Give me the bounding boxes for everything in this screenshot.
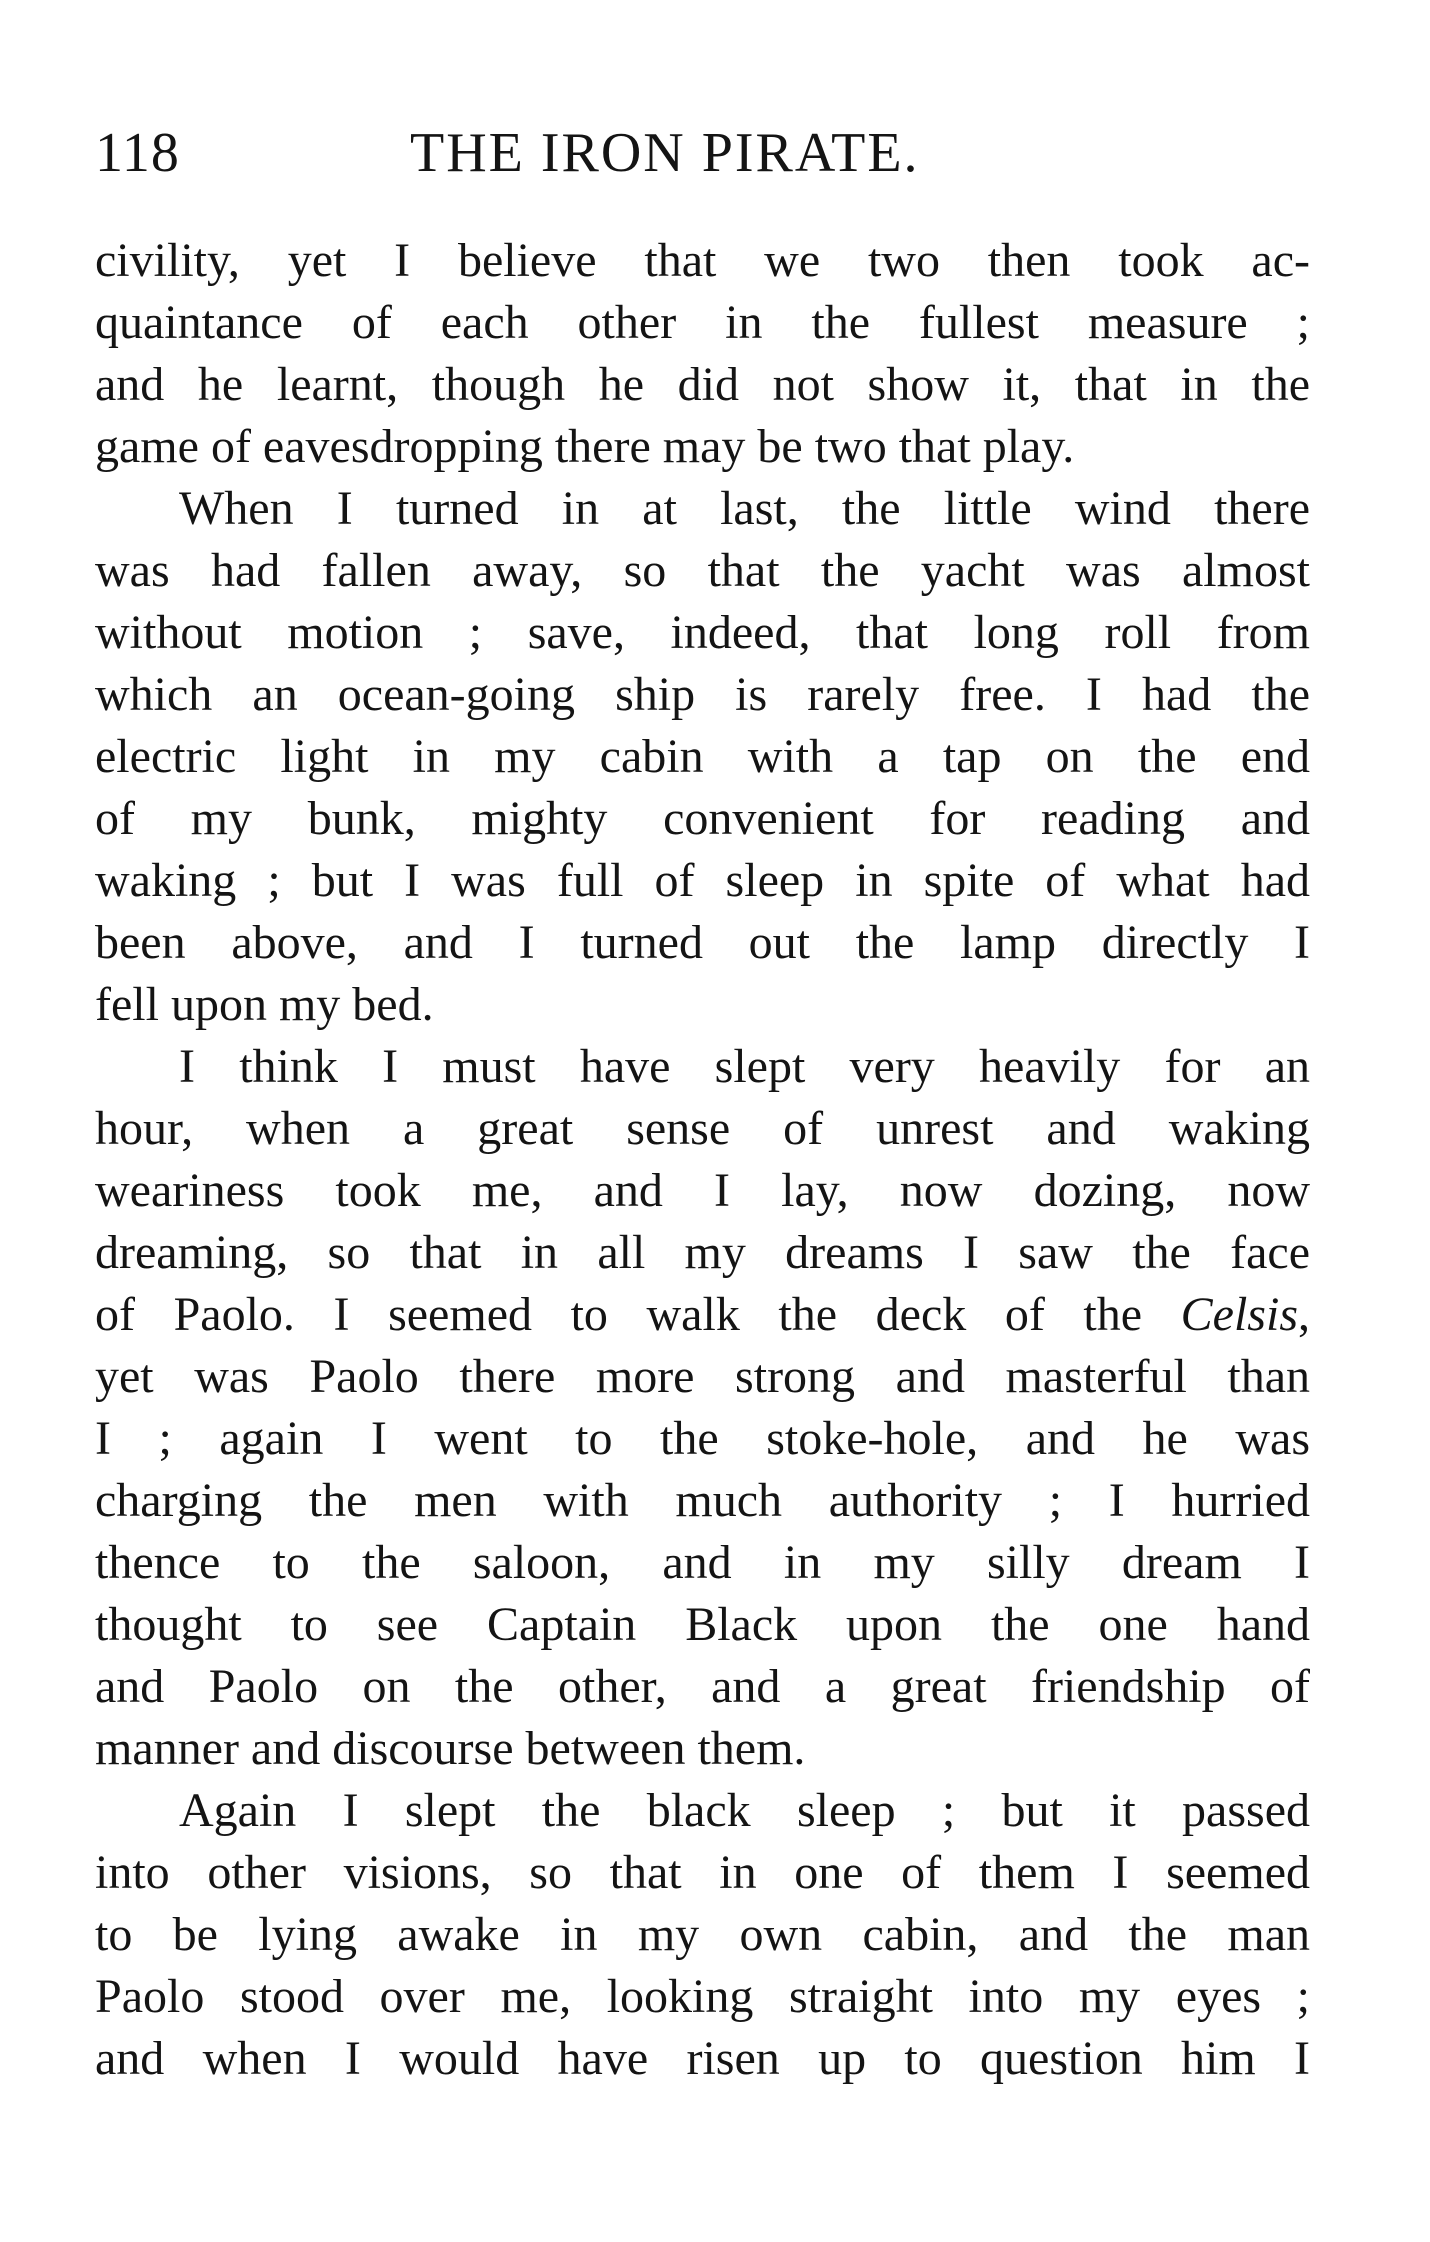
text-line: I think I must have slept very heavily for an xyxy=(179,1040,1310,1093)
text-line: civility, yet I believe that we two then took ac- xyxy=(95,234,1310,287)
text-line: electric light in my cabin with a tap on the end xyxy=(95,730,1310,783)
ship-name: Celsis xyxy=(1180,1288,1298,1341)
text-line: When I turned in at last, the little wind there xyxy=(179,482,1310,535)
text-line: dreaming, so that in all my dreams I saw the face xyxy=(95,1226,1310,1279)
page-header xyxy=(95,118,995,188)
text-line: quaintance of each other in the fullest measure ; xyxy=(95,296,1310,349)
text-line: without motion ; save, indeed, that long roll from xyxy=(95,606,1310,659)
text-line: and Paolo on the other, and a great friendship of xyxy=(95,1660,1310,1713)
text-line: Again I slept the black sleep ; but it passed xyxy=(179,1784,1310,1837)
text-line: thence to the saloon, and in my silly dream I xyxy=(95,1536,1310,1589)
text-line: waking ; but I was full of sleep in spite of what had xyxy=(95,854,1310,907)
text-line: thought to see Captain Black upon the one hand xyxy=(95,1598,1310,1651)
running-title: THE IRON PIRATE. xyxy=(410,122,920,184)
text-line: of my bunk, mighty convenient for reading and xyxy=(95,792,1310,845)
text-line: into other visions, so that in one of them I seemed xyxy=(95,1846,1310,1899)
text-line: charging the men with much authority ; I hurried xyxy=(95,1474,1310,1527)
text-line: of Paolo. I seemed to walk the deck of the Celsis, xyxy=(95,1288,1310,1341)
text-line: yet was Paolo there more strong and masterful than xyxy=(95,1350,1310,1403)
text-line: hour, when a great sense of unrest and waking xyxy=(95,1102,1310,1155)
text-line: Paolo stood over me, looking straight into my eyes ; xyxy=(95,1970,1310,2023)
text-line: and he learnt, though he did not show it, that in the xyxy=(95,358,1310,411)
text-line: and when I would have risen up to question him I xyxy=(95,2032,1310,2085)
text-line: I ; again I went to the stoke-hole, and he was xyxy=(95,1412,1310,1465)
text-line: was had fallen away, so that the yacht was almost xyxy=(95,544,1310,597)
text-line: fell upon my bed. xyxy=(95,978,434,1031)
text-line: been above, and I turned out the lamp directly I xyxy=(95,916,1310,969)
text-line: weariness took me, and I lay, now dozing, now xyxy=(95,1164,1310,1217)
text-line: game of eavesdropping there may be two that play. xyxy=(95,420,1075,473)
text-line: which an ocean-going ship is rarely free. I had the xyxy=(95,668,1310,721)
page-number: 118 xyxy=(95,122,180,184)
text-line: manner and discourse between them. xyxy=(95,1722,806,1775)
body-text xyxy=(95,230,1310,2090)
text-line: to be lying awake in my own cabin, and the man xyxy=(95,1908,1310,1961)
